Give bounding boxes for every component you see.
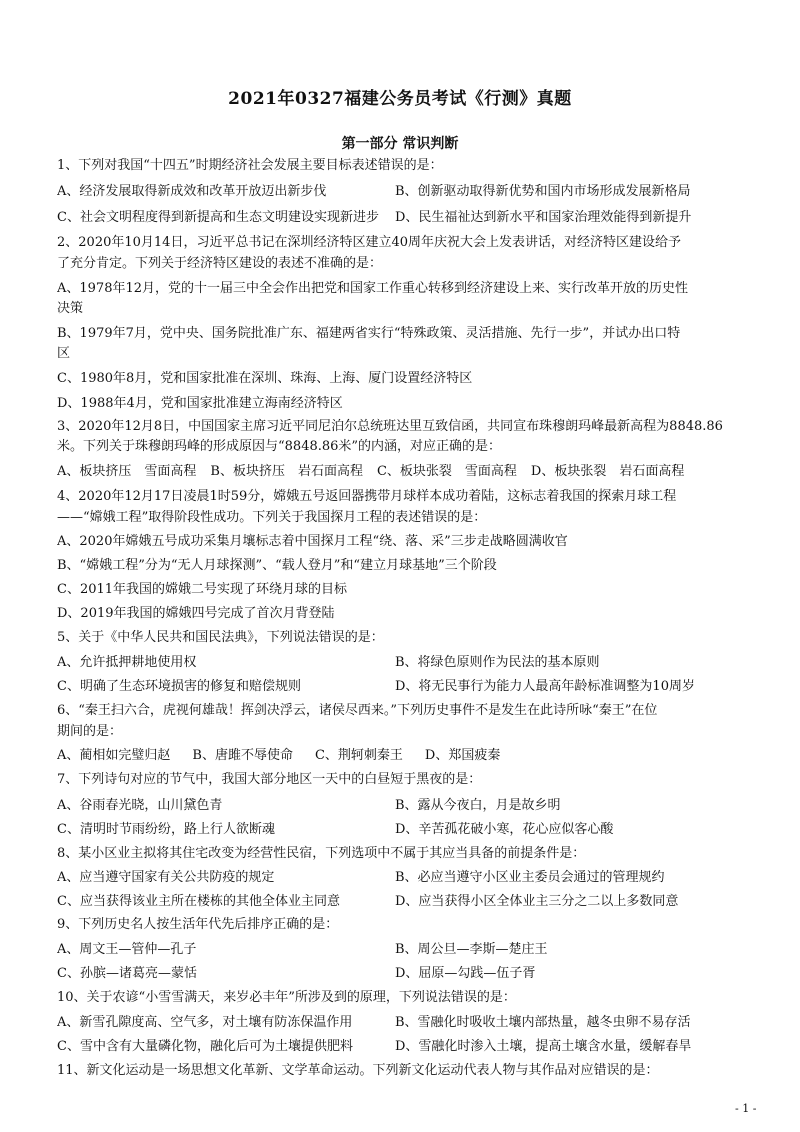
question-8-option-c: C、应当获得该业主所在楼栋的其他全体业主同意 [57, 894, 340, 909]
question-2-option-a-line-2: 决策 [57, 301, 84, 316]
question-8-option-d: D、应当获得小区全体业主三分之二以上多数同意 [395, 894, 679, 909]
question-7-option-d: D、辛苦孤花破小寒，花心应似客心酸 [395, 822, 614, 837]
question-6-option-d: D、郑国疲秦 [424, 748, 501, 763]
question-10-option-b: B、雪融化时吸收土壤内部热量，越冬虫卵不易存活 [395, 1015, 691, 1030]
question-1-option-a: A、经济发展取得新成效和改革开放迈出新步伐 [57, 184, 327, 199]
question-3-options [57, 462, 747, 481]
question-8-stem: 8、某小区业主拟将其住宅改变为经营性民宿，下列选项中不属于其应当具备的前提条件是： [57, 846, 586, 861]
question-4-stem-line-2: ——“嫦娥工程”取得阶段性成功。下列关于我国探月工程的表述错误的是： [57, 510, 487, 525]
page-number: - 1 - [735, 1102, 757, 1115]
question-4-stem-line-1: 4、2020年12月17日凌晨1时59分，嫦娥五号返回器携带月球样本成功着陆，这标志着我国的探索月球工程 [57, 489, 677, 504]
question-8-option-b: B、必应当遵守小区业主委员会通过的管理规约 [395, 870, 665, 885]
question-10-option-a: A、新雪孔隙度高、空气多，对土壤有防冻保温作用 [57, 1015, 353, 1030]
question-3-option-d: D、板块张裂 岩石面高程 [530, 464, 685, 479]
question-6-option-a: A、蔺相如完璧归赵 [57, 748, 171, 763]
question-4-option-d: D、2019年我国的嫦娥四号完成了首次月背登陆 [57, 606, 335, 621]
question-9-option-a: A、周文王—管仲—孔子 [57, 942, 197, 957]
question-2-stem-line-1: 2、2020年10月14日，习近平总书记在深圳经济特区建立40周年庆祝大会上发表讲话，对经济特区建设给予 [57, 235, 681, 250]
question-10-option-c: C、雪中含有大量磷化物，融化后可为土壤提供肥料 [57, 1039, 353, 1054]
question-9-option-c: C、孙膑—诸葛亮—蒙恬 [57, 966, 197, 981]
question-6-options [57, 746, 747, 765]
question-6-option-b: B、唐雎不辱使命 [192, 748, 293, 763]
question-8-option-a: A、应当遵守国家有关公共防疫的规定 [57, 870, 275, 885]
question-2-option-c: C、1980年8月，党和国家批准在深圳、珠海、上海、厦门设置经济特区 [57, 371, 473, 386]
question-7-stem: 7、下列诗句对应的节气中，我国大部分地区一天中的白昼短于黑夜的是： [57, 772, 482, 787]
question-4-option-b: B、“嫦娥工程”分为“无人月球探测”、“载人登月”和“建立月球基地”三个阶段 [57, 558, 497, 573]
question-2-option-b-line-1: B、1979年7月，党中央、国务院批准广东、福建两省实行“特殊政策、灵活措施、先行一步”，并试办出口特 [57, 326, 681, 341]
question-3-option-b: B、板块挤压 岩石面高程 [210, 464, 363, 479]
question-4-option-c: C、2011年我国的嫦娥二号实现了环绕月球的目标 [57, 582, 348, 597]
question-9-option-b: B、周公旦—李斯—楚庄王 [395, 942, 548, 957]
question-2-option-d: D、1988年4月，党和国家批准建立海南经济特区 [57, 396, 343, 411]
question-5-option-d: D、将无民事行为能力人最高年龄标准调整为10周岁 [395, 679, 695, 694]
question-9-stem: 9、下列历史名人按生活年代先后排序正确的是： [57, 917, 339, 932]
question-5-option-b: B、将绿色原则作为民法的基本原则 [395, 655, 600, 670]
question-6-option-c: C、荆轲刺秦王 [314, 748, 403, 763]
document-title: 2021年0327福建公务员考试《行测》真题 [228, 89, 572, 109]
question-3-stem-line-1: 3、2020年12月8日，中国国家主席习近平同尼泊尔总统班达里互致信函，共同宣布珠穆朗玛峰最新高程为8848.86 [57, 419, 723, 434]
question-1-stem: 1、下列对我国“十四五”时期经济社会发展主要目标表述错误的是： [57, 158, 443, 173]
question-5-option-c: C、明确了生态环境损害的修复和赔偿规则 [57, 679, 301, 694]
question-5-stem: 5、关于《中华人民共和国民法典》，下列说法错误的是： [57, 630, 384, 645]
question-7-option-b: B、露从今夜白，月是故乡明 [395, 798, 561, 813]
question-2-option-a-line-1: A、1978年12月，党的十一届三中全会作出把党和国家工作重心转移到经济建设上来、实行改革开放的历史性 [57, 281, 689, 296]
question-9-option-d: D、屈原—勾践—伍子胥 [395, 966, 536, 981]
question-10-option-d: D、雪融化时渗入土壤，提高土壤含水量，缓解春旱 [395, 1039, 692, 1054]
question-10-stem: 10、关于农谚“小雪雪满天，来岁必丰年”所涉及到的原理，下列说法错误的是： [57, 990, 516, 1005]
question-3-option-c: C、板块张裂 雪面高程 [376, 464, 517, 479]
question-7-option-c: C、清明时节雨纷纷，路上行人欲断魂 [57, 822, 275, 837]
question-6-stem-line-2: 期间的是： [57, 724, 123, 739]
question-1-option-c: C、社会文明程度得到新提高和生态文明建设实现新进步 [57, 210, 379, 225]
question-1-option-d: D、民生福祉达到新水平和国家治理效能得到新提升 [395, 210, 692, 225]
section-heading: 第一部分 常识判断 [341, 136, 459, 152]
question-11-stem: 11、新文化运动是一场思想文化革新、文学革命运动。下列新文化运动代表人物与其作品对应错误的是： [57, 1063, 659, 1078]
question-6-stem-line-1: 6、“秦王扫六合，虎视何雄哉！挥剑决浮云，诸侯尽西来。”下列历史事件不是发生在此诗所咏“秦王”在位 [57, 703, 658, 718]
question-2-stem-line-2: 了充分肯定。下列关于经济特区建设的表述不准确的是： [57, 256, 383, 271]
question-1-option-b: B、创新驱动取得新优势和国内市场形成发展新格局 [395, 184, 691, 199]
question-2-option-b-line-2: 区 [57, 346, 71, 361]
question-4-option-a: A、2020年嫦娥五号成功采集月壤标志着中国探月工程“绕、落、采”三步走战略圆满收官 [57, 534, 568, 549]
question-3-option-a: A、板块挤压 雪面高程 [57, 464, 197, 479]
question-7-option-a: A、谷雨春光晓，山川黛色青 [57, 798, 223, 813]
question-3-stem-line-2: 米。下列关于珠穆朗玛峰的形成原因与“8848.86米”的内涵，对应正确的是： [57, 439, 502, 454]
question-5-option-a: A、允许抵押耕地使用权 [57, 655, 197, 670]
